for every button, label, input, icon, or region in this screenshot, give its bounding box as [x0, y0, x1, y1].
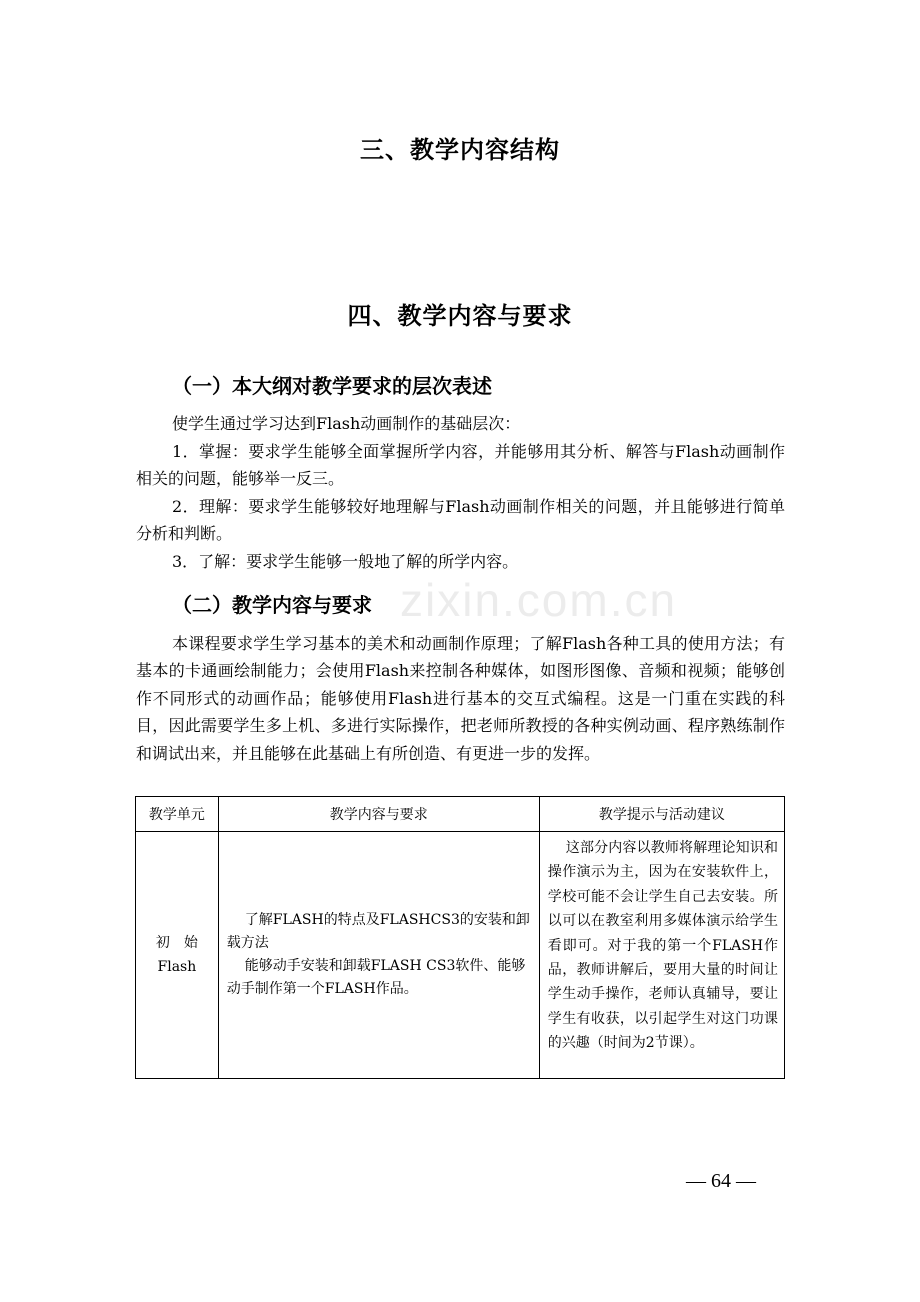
table-row: [136, 832, 785, 1079]
section-heading-3: 三、教学内容结构: [360, 135, 560, 164]
intro-paragraph: 使学生通过学习达到Flash动画制作的基础层次：: [172, 414, 521, 433]
unit-name-line1: 初 始: [155, 935, 198, 951]
course-paragraph: 本课程要求学生学习基本的美术和动画制作原理；了解Flash各种工具的使用方法；有基本的卡通画绘制能力；会使用Flash来控制各种媒体，如图形图像、音频和视频；能够创作不同形式的动画作品；能够使用Flash进行基本的交互式编程。这是一门重在实践的科目，因此需要学生多上机、多进行实际操作，把老师所教授的各种实例动画、程序熟练制作和调试出来，并且能够在此基础上有所创造、有更进一步的发挥。: [136, 634, 785, 763]
table-header-row: [136, 797, 785, 832]
content-line: 了解FLASH的特点及FLASHCS3的安装和卸载方法: [226, 912, 530, 951]
table-header-hint: 教学提示与活动建议: [539, 797, 784, 832]
teaching-table: [135, 796, 785, 1079]
level-item-understand: 2．理解：要求学生能够较好地理解与Flash动画制作相关的问题，并且能够进行简单分析和判断。: [136, 497, 785, 543]
page-number: — 64 —: [686, 1170, 756, 1192]
unit-cell: [136, 832, 219, 1079]
content-cell: [218, 832, 539, 1079]
content-line: 能够动手安装和卸载FLASH CS3软件、能够动手制作第一个FLASH作品。: [226, 958, 526, 997]
level-item-master: 1．掌握：要求学生能够全面掌握所学内容，并能够用其分析、解答与Flash动画制作相关的问题，能够举一反三。: [136, 442, 785, 488]
hint-cell: 这部分内容以教师将解理论知识和操作演示为主，因为在安装软件上，学校可能不会让学生自己去安装。所以可以在教室利用多媒体演示给学生看即可。对于我的第一个FLASH作品，教师讲解后，要用大量的时间让学生动手操作，老师认真辅导，要让学生有收获，以引起学生对这门功课的兴趣（时间为2节课）。: [539, 832, 784, 1079]
table-header-unit: 教学单元: [136, 797, 219, 832]
unit-name-line2: Flash: [157, 959, 197, 975]
watermark: zixin.com.cn: [400, 574, 678, 626]
subheading-requirement-levels: （一）本大纲对教学要求的层次表述: [172, 374, 492, 398]
table-header-content: 教学内容与要求: [218, 797, 539, 832]
section-heading-4: 四、教学内容与要求: [347, 301, 573, 330]
level-item-know: 3．了解：要求学生能够一般地了解的所学内容。: [172, 552, 519, 571]
subheading-content-requirements: （二）教学内容与要求: [172, 593, 372, 617]
